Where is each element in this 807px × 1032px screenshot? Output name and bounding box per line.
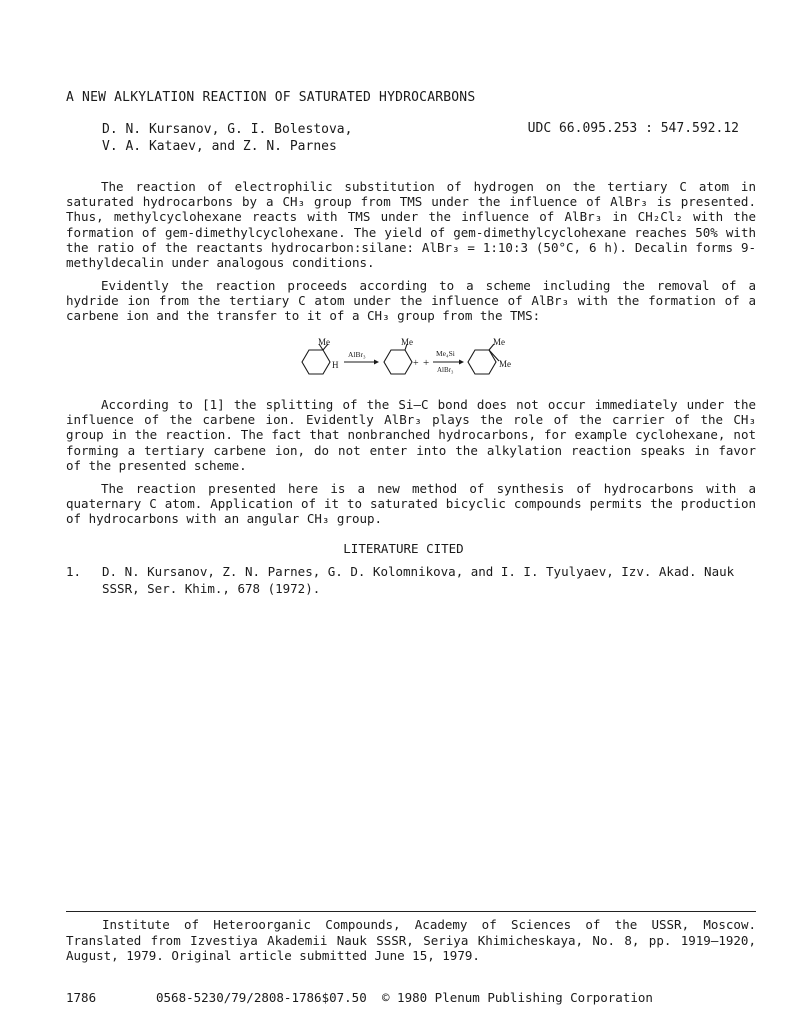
reference-1-text: D. N. Kursanov, Z. N. Parnes, G. D. Kolomnikova, and I. I. Tyulyaev, Izv. Akad. Nauk SSSR, Ser. Khim., 678 (1972). (102, 564, 735, 596)
arrow-2-head (459, 360, 464, 365)
paragraph-3 (66, 397, 756, 473)
arrow-1-head (374, 360, 379, 365)
reagent-2-bottom: AlBr₃ (437, 366, 454, 374)
paragraph-1-text: The reaction of electrophilic substitution of hydrogen on the tertiary C atom in saturated hydrocarbons by a CH₃ group from TMS under the influence of AlBr₃ is presented. Thus, methylcyclohexane reacts with TMS under the influence of AlBr₃ in CH₂Cl₂ with the formation of gem-dimethylcyclohexane. The yield of gem-dimethylcyclohexane reaches 50% with the ratio of the reactants hydrocarbon:silane: AlBr₃ = 1:10:3 (50°C, 6 h). Decalin forms 9-methyldecalin under analogous conditions. (66, 179, 756, 271)
me-label-3: Me (493, 337, 505, 347)
reaction-scheme (296, 336, 526, 388)
me-label-1: Me (318, 337, 330, 347)
copyright: © 1980 Plenum Publishing Corporation (382, 990, 653, 1005)
cyclohexane-ring-2 (384, 350, 412, 374)
plus-sign: + (423, 357, 430, 369)
udc-code: UDC 66.095.253 : 547.592.12 (527, 121, 739, 136)
authors (102, 121, 352, 155)
authors-line-1: D. N. Kursanov, G. I. Bolestova, (102, 122, 353, 137)
reference-1-number: 1. (66, 564, 82, 579)
reagent-1: AlBr₃ (348, 350, 366, 359)
paragraph-1 (66, 179, 756, 270)
article-title: A NEW ALKYLATION REACTION OF SATURATED HYDROCARBONS (66, 90, 476, 105)
footnote-divider (66, 911, 756, 912)
paragraph-4 (66, 481, 756, 527)
paragraph-3-text: According to [1] the splitting of the Si–C bond does not occur immediately under the influence of the carbene ion. Evidently AlBr₃ plays the role of the carrier of the CH₃ group in the reaction. The fact that nonbranched hydrocarbons, for example cyclohexane, not forming a tertiary carbene ion, do not enter into the alkylation reaction speaks in favor of the presented scheme. (66, 397, 756, 473)
me-label-4: Me (499, 359, 511, 369)
reagent-2-top: Me₄Si (436, 349, 455, 358)
carbene-charge: + (413, 358, 419, 369)
footnote-text: Institute of Heteroorganic Compounds, Academy of Sciences of the USSR, Moscow. Translated from Izvestiya Akademii Nauk SSSR, Seriya Khimicheskaya, No. 8, pp. 1919–1920, August, 1979. Original article submitted June 15, 1979. (66, 917, 756, 963)
paragraph-4-text: The reaction presented here is a new method of synthesis of hydrocarbons with a quaternary C atom. Application of it to saturated bicyclic compounds permits the production of hydrocarbons with an angular CH₃ group. (66, 481, 756, 527)
h-label: H (332, 360, 339, 370)
paragraph-2 (66, 278, 756, 324)
page-number: 1786 (66, 990, 97, 1005)
me-label-2: Me (401, 337, 413, 347)
authors-line-2: V. A. Kataev, and Z. N. Parnes (102, 139, 337, 154)
literature-heading: LITERATURE CITED (343, 541, 464, 556)
article-code: 0568-5230/79/2808-1786$07.50 (156, 990, 367, 1005)
paragraph-2-text: Evidently the reaction proceeds according to a scheme including the removal of a hydride ion from the tertiary C atom under the influence of AlBr₃ with the formation of a carbene ion and the transfer to it of a CH₃ group from the TMS: (66, 278, 756, 324)
cyclohexane-ring-1 (302, 350, 330, 374)
footnote (66, 917, 756, 964)
